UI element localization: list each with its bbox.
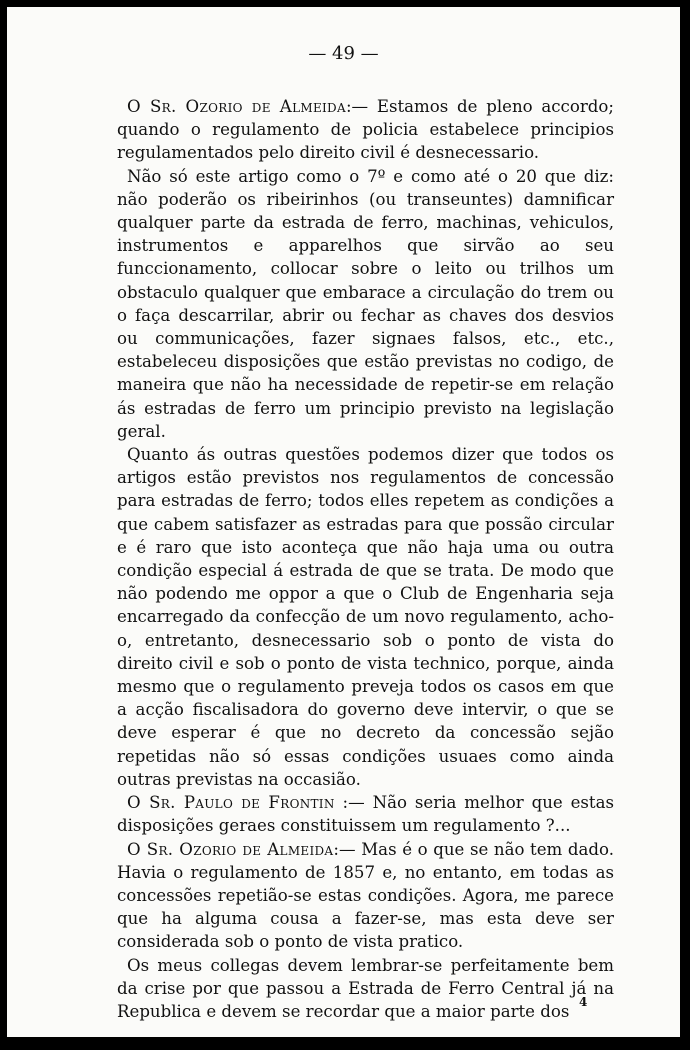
paragraph bbox=[117, 791, 614, 837]
speaker-name: O Sr. Ozorio de Almeida bbox=[127, 839, 334, 859]
page-number: — 49 — bbox=[308, 43, 379, 64]
paragraph bbox=[117, 165, 614, 443]
speaker-separator: :— bbox=[333, 839, 356, 859]
paragraph-text: Os meus collegas devem lembrar-se perfeitamente bem da crise por que passou a Estrada de Ferro Central já na Republica e devem se recordar que a maior parte dos bbox=[117, 955, 614, 1021]
paragraph-text: Quanto ás outras questões podemos dizer que todos os artigos estão previstos nos regulamentos de concessão para estradas de ferro; todos elles repetem as condições a que cabem satisfazer as estradas para que possão circular e é raro que isto aconteça que não haja uma ou outra condição especial á estrada de que se trata. De modo que não podendo me oppor a que o Club de Engenharia seja encarregado da confecção de um novo regulamento, acho-o, entretanto, desnecessario sob o ponto de vista do direito civil e sob o ponto de vista technico, porque, ainda mesmo que o regulamento preveja todos os casos em que a acção fiscalisadora do governo deve intervir, o que se deve esperar é que no decreto da concessão sejão repetidas não só essas condições usuaes como ainda outras previstas na occasião. bbox=[117, 445, 614, 789]
paragraph-text: Mas é o que se não tem dado. Havia o regulamento de 1857 e, no entanto, em todas as concessões repetião-se estas condições. Agora, me parece que ha alguma cousa a fazer-se, mas esta deve ser considerada sob o ponto de vista pratico. bbox=[117, 839, 614, 952]
paragraph-text: Estamos de pleno accordo; quando o regulamento de policia estabelece principios regulamentados pelo direito civil é desnecessario. bbox=[117, 97, 614, 163]
signature-mark: 4 bbox=[579, 995, 588, 1009]
paragraph bbox=[117, 443, 614, 791]
paragraph bbox=[117, 95, 614, 165]
paragraph-text: Não só este artigo como o 7º e como até o 20 que diz: não poderão os ribeirinhos (ou transeuntes) damnificar qualquer parte da estrada de ferro, machinas, vehiculos, instrumentos e apparelhos que sirvão ao seu funccionamento, collocar sobre o leito ou trilhos um obstaculo qualquer que embarace a circulação do trem ou o faça descarrilar, abrir ou fechar as chaves dos desvios ou communicações, fazer signaes falsos, etc., etc., estabeleceu disposições que estão previstas no codigo, de maneira que não ha necessidade de repetir-se em relação ás estradas de ferro um principio previsto na legislação geral. bbox=[117, 166, 614, 441]
paragraph bbox=[117, 838, 614, 954]
speaker-name: O Sr. Ozorio de Almeida bbox=[127, 97, 346, 116]
paragraph-text: Não seria melhor que estas disposições geraes constituissem um regulamento ?... bbox=[117, 793, 614, 836]
body-text bbox=[117, 95, 614, 1023]
paragraph bbox=[117, 954, 614, 1024]
speaker-separator: :— bbox=[334, 793, 365, 813]
speaker-name: O Sr. Paulo de Frontin bbox=[127, 793, 335, 813]
document-page bbox=[7, 7, 680, 1037]
speaker-separator: :— bbox=[345, 97, 369, 116]
